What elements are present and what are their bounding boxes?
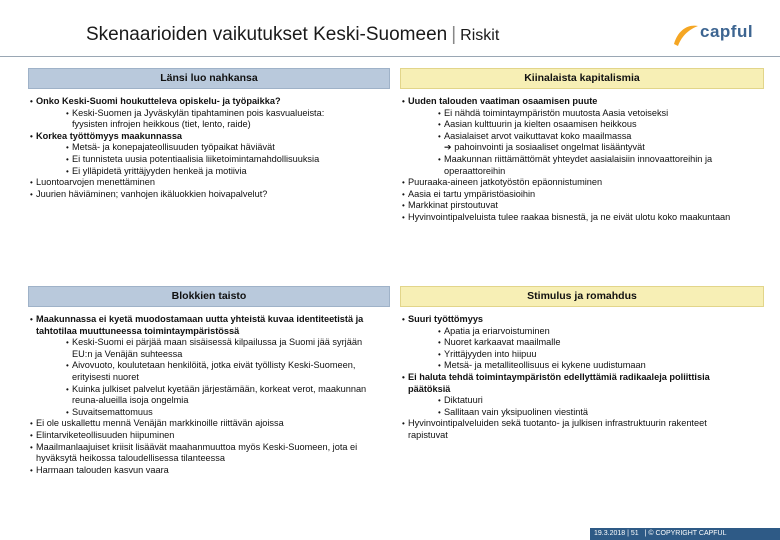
bullet-item: • Ei nähdä toimintaympäristön muutosta Aasia vetoiseksi [402, 108, 762, 120]
bullet-item: ➔ pahoinvointi ja sosiaaliset ongelmat lisääntyvät [444, 142, 645, 153]
quadrant-body-stimulus [402, 314, 732, 442]
bullet-item: • Ei ylläpidetä yrittäjyyden henkeä ja motiivia [30, 166, 330, 178]
bullet-item: • Nuoret karkaavat maailmalle [402, 337, 732, 349]
header-divider [0, 56, 780, 57]
capful-logo [670, 20, 762, 52]
quadrant-heading-lansi: Länsi luo nahkansa [28, 68, 390, 89]
title-subtitle: Riskit [460, 27, 500, 44]
bullet-item: • Hyvinvointipalveluiden sekä tuotanto- ja julkisen infrastruktuurin rakenteet rapistuvat [402, 418, 732, 441]
bullet-item: • Aasia ei tartu ympäristöasioihin [402, 189, 762, 201]
bullet-item: • Korkea työttömyys maakunnassa [30, 131, 330, 143]
quadrant-heading-stimulus: Stimulus ja romahdus [400, 286, 764, 307]
bullet-item: • Harmaan talouden kasvun vaara [30, 465, 370, 477]
logo-wordmark: capful [700, 22, 754, 41]
bullet-item: • Apatia ja eriarvoistuminen [402, 326, 732, 338]
quadrant-heading-kiina: Kiinalaista kapitalismia [400, 68, 764, 89]
bullet-item: • Ei tunnisteta uusia potentiaalisia liiketoimintamahdollisuuksia [30, 154, 330, 166]
bullet-item: • Aasian kulttuurin ja kielten osaamisen heikkous [402, 119, 762, 131]
title-main: Skenaarioiden vaikutukset Keski-Suomeen [86, 24, 448, 45]
title-separator: | [451, 24, 457, 45]
bullet-item: • Elintarviketeollisuuden hiipuminen [30, 430, 370, 442]
footer-date-page: 19.3.2018 | 51 [594, 530, 639, 537]
bullet-item: • Kuinka julkiset palvelut kyetään järjestämään, korkeat verot, maakunnan reuna-alueilla isoja ongelmia [30, 384, 370, 407]
bullet-item: • Markkinat pirstoutuvat [402, 200, 762, 212]
bullet-item: • Metsä- ja konepajateollisuuden työpaikat häviävät [30, 142, 330, 154]
quadrant-body-kiina [402, 96, 762, 224]
bullet-item: • Maailmanlaajuiset kriisit lisäävät maahanmuuttoa myös Keski-Suomeen, jota ei hyväksytä heikossa taloudellisessa tilanteessa [30, 442, 370, 465]
quadrant-body-lansi [30, 96, 330, 200]
footer-copyright: | © COPYRIGHT CAPFUL [644, 530, 727, 537]
bullet-item: • Luontoarvojen menettäminen [30, 177, 330, 189]
bullet-item: • Keski-Suomen ja Jyväskylän tipahtaminen pois kasvualueista: fyysisten infrojen heikkous (tiet, lento, raide) [30, 108, 330, 131]
page-title [86, 24, 499, 46]
bullet-item: • Maakunnassa ei kyetä muodostamaan uutta yhteistä kuvaa identiteetistä ja tahtotilaa muuttuneessa toimintaympäristössä [30, 314, 370, 337]
bullet-item: • Ei ole uskallettu mennä Venäjän markkinoille riittävän ajoissa [30, 418, 370, 430]
bullet-item: • Puuraaka-aineen jatkotyöstön epäonnistuminen [402, 177, 762, 189]
bullet-item: • Suvaitsemattomuus [30, 407, 370, 419]
bullet-item: • Onko Keski-Suomi houkutteleva opiskelu- ja työpaikka? [30, 96, 330, 108]
bullet-item: • Sallitaan vain yksipuolinen viestintä [402, 407, 732, 419]
footer-bar [590, 528, 780, 540]
bullet-item: • Metsä- ja metalliteollisuus ei kykene uudistumaan [402, 360, 732, 372]
bullet-item: • Yrittäjyyden into hiipuu [402, 349, 732, 361]
bullet-item: • Juurien häviäminen; vanhojen ikäluokkien hoivapalvelut? [30, 189, 330, 201]
bullet-item: • Diktatuuri [402, 395, 732, 407]
bullet-item: • Ei haluta tehdä toimintaympäristön edellyttämiä radikaaleja poliittisia päätöksiä [402, 372, 732, 395]
bullet-item: • Keski-Suomi ei pärjää maan sisäisessä kilpailussa ja Suomi jää syrjään EU:n ja Venäjän suhteessa [30, 337, 370, 360]
bullet-item: • Aivovuoto, koulutetaan henkilöitä, jotka eivät työllisty Keski-Suomeen, erityisesti nuoret [30, 360, 370, 383]
bullet-item: • Aasialaiset arvot vaikuttavat koko maailmassa [402, 131, 762, 143]
bullet-item: • Suuri työttömyys [402, 314, 732, 326]
bullet-item: • Uuden talouden vaatiman osaamisen puute [402, 96, 762, 108]
quadrant-body-blokkien [30, 314, 370, 476]
quadrant-heading-blokkien: Blokkien taisto [28, 286, 390, 307]
logo-mark-icon [670, 20, 700, 50]
bullet-item: • Hyvinvointipalveluista tulee raakaa bisnestä, ja ne eivät ulotu koko maakuntaan [402, 212, 762, 224]
bullet-item: • Maakunnan riittämättömät yhteydet aasialaisiin innovaattoreihin ja operaattoreihin [402, 154, 762, 177]
